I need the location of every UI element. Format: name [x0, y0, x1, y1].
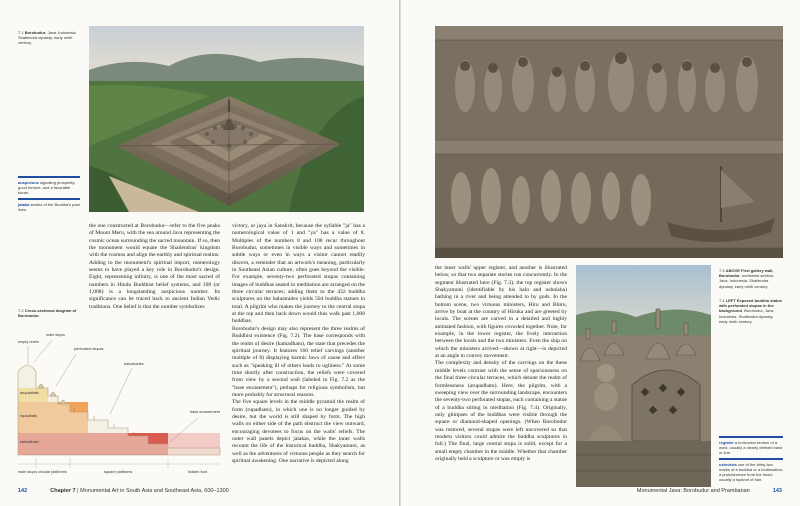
- buddha-stupa-photo: [576, 265, 711, 487]
- figure-caption-text: , Borobudur, Java, Indonesia. Shailendra dynasty, early ninth century.: [719, 308, 775, 324]
- glossary-rule: [719, 436, 783, 438]
- glossary-entry: [18, 180, 80, 195]
- glossary-term: jataka: [18, 202, 30, 207]
- figure-number: 7.2: [18, 308, 24, 313]
- body-column-2: [232, 223, 365, 465]
- glossary-entry: [18, 202, 80, 212]
- label-hidden-foot: hidden foot: [188, 470, 207, 474]
- label-main-stupa-bottom: main stupa: [18, 470, 37, 474]
- glossary-term: register: [719, 440, 734, 445]
- label-empty-realm: empty realm: [18, 340, 39, 344]
- left-page: [0, 0, 399, 506]
- right-footer: [637, 488, 782, 494]
- label-circular-platforms: circular platforms: [38, 470, 67, 474]
- glossary-definition: a horizontal section of a work, usually a clearly defined band or line.: [719, 440, 783, 455]
- cross-section-diagram: [14, 330, 239, 485]
- glossary-definition: signaling prosperity, good fortune, and a favorable future.: [18, 180, 76, 195]
- figure-caption-7-3: [719, 268, 783, 289]
- figure-caption-text: , Java, Indonesia. Shailendra dynasty, early ninth century.: [18, 30, 77, 46]
- glossary-rule: [18, 198, 80, 200]
- label-perforated-stupas: perforated stupas: [74, 347, 104, 351]
- figure-caption-7-2: [18, 308, 80, 318]
- page-number: 142: [18, 488, 28, 494]
- label-rupadhatu: rupadhatu: [20, 414, 38, 418]
- glossary-right: [719, 436, 783, 482]
- running-head: Monumental Java: Borobudur and Prambanan: [636, 488, 750, 494]
- page-number: 143: [772, 488, 782, 494]
- figure-title: Borobudur: [24, 30, 46, 35]
- figure-caption-text: , northwest section, Java, Indonesia. Shailendra dynasty, early ninth century.: [719, 273, 775, 289]
- figure-number: 7.1: [18, 30, 24, 35]
- body-text: the one constructed at Borobudur—refer to the five peaks of Mount Meru, with the sea around Java representing the cosmic ocean surrounding the sacred mountain. If so, then the monument would equate the Shailendras' kingdom with the cosmos and align the earthly and spiritual realms. Adding to the monument's spiritual import, numerology seems to have played a key role in Borobudur's design. Eight, representing infinity, is one of the most sacred of numbers in Hindu Buddhist belief systems, and 108 (or 1,008) is a longstanding auspicious number. Its significance can be traced back to ancient Indian Vedic traditions. One belief is that the number symbolizes: [89, 223, 220, 310]
- body-column-1: [89, 223, 220, 311]
- figure-caption-7-1: [18, 30, 82, 46]
- glossary-left: [18, 176, 80, 212]
- running-head: Monumental Art in South Asia and Southeast Asia, 600–1300: [80, 488, 229, 494]
- borobudur-aerial-photo: [89, 26, 364, 212]
- figure-number: 7.4: [719, 298, 725, 303]
- label-arupadhatu: arupadhatu: [20, 391, 40, 395]
- label-kamadhatu: kamadhatu: [20, 440, 39, 444]
- body-column-3: [435, 265, 567, 463]
- figure-title: ABOVE First gallery wall, Borobudur: [719, 268, 774, 279]
- glossary-rule: [719, 458, 783, 460]
- figure-title: Cross-sectional diagram of Borobudur.: [18, 308, 77, 319]
- body-text: victory, or jaya in Sanskrit, because the syllable "ja" has a numerological value of 1 and "ya" has a value of 8. Multiples of the numbers 8 and 108 recur throughout Borobudur, sometimes in visible ways and sometimes in subtle ways or even in ways a visitor cannot readily discern, a reminder that an artwork's meaning, particularly in Southeast Asian culture, often goes beyond the visible. For example, seventy-two perforated stupas containing images of buddhas seated in meditation are arranged on the three circular terraces; adding them to the 432 buddha sculptures on the balustrades yields 504 buddha statues in total. A pilgrim who makes the journey to the central stupa at the top and then back down would thus walk past 1,008 buddhas. Borobudur's design may also represent the three realms of Buddhist existence (Fig. 7.2). The base corresponds with the realm of desire (kamadhatu), the state that precedes the spiritual journey. It features 160 relief carvings (another multiple of 8) displaying karmic laws of cause and effect such as "speaking ill of others leads to ugliness." At some time shortly after construction, the reliefs were covered from view by a second wall (labeled in Fig. 7.2 as the "base encasement"), perhaps for religious symbolism, but more probably for structural reasons. The five square levels in the middle pyramid the realm of form (rupadhatu), in which one is no longer guided by desire, but the world is still shaped by form. The high walls on either side of the path obstruct the view outward, encouraging devotees to focus on the walls' reliefs. The outer wall panels depict jatakas, while the inner walls recount the life of the historical buddha, Shakyamuni, as well as the adventures of virtuous people as they search for spiritual awakening. One narrative is depicted along: [232, 223, 365, 464]
- relief-gallery-photo: [435, 26, 783, 258]
- figure-number: 7.3: [719, 268, 725, 273]
- glossary-entry: [719, 462, 783, 482]
- label-base-encasement: base encasement: [190, 410, 220, 414]
- glossary-rule: [18, 176, 80, 178]
- label-main-stupa: main stupa: [46, 333, 65, 337]
- glossary-term: ushnisha: [719, 462, 737, 467]
- right-page: [401, 0, 800, 506]
- glossary-definition: stories of the Buddha's past lives.: [18, 202, 80, 212]
- glossary-entry: [719, 440, 783, 455]
- figure-caption-7-4: [719, 298, 783, 324]
- glossary-definition: one of the thirty-two marks of a buddha or a bodhisattva; a protuberance from the head, usually a topknot of hair.: [719, 462, 783, 482]
- glossary-term: auspicious: [18, 180, 39, 185]
- label-balustrades: balustrades: [124, 362, 144, 366]
- figure-title: LEFT Exposed buddha statue with perforated stupas in the background: [719, 298, 782, 314]
- body-text: the inner walls' upper register, and another is illustrated below, so that two separate stories run concurrently. In the segment illustrated here (Fig. 7.3), the top register shows Shakyamuni (identifiable by his halo and ushnisha) bathing in a river and being attended to by gods. In the bottom scene, two virtuous ministers, Hiru and Bhiru, arrive by boat at the country of Hiruka and are greeted by locals. The scenes are carved in a detailed and highly animated fashion, with figures crowded together. Note, for example, in the lower register, the lively interaction between the locals and the two ministers. Even the ship on which the ministers arrived—shown at right—is depicted at an angle to convey movement. The complexity and density of the carvings on the these middle levels contrast with the sense of spaciousness on the final three circular terraces, which denote the realm of formlessness (arupadhatu). Here, the pilgrim, with a sweeping view over the surrounding landscape, encounters the seventy-two perforated stupas, each containing a statue of a buddha sitting in meditation (Fig. 7.4). Originally, only glimpses of the buddhas were visible through the square or diamond-shaped openings. (When Borobudur was restored, several stupas were left uncovered so that modern visitors could admire the buddha sculptures in full.) The final, large central stupa is solid, except for a small empty chamber in the middle. Whether that chamber originally held a sculpture or was empty is: [435, 265, 567, 462]
- left-footer: 142 Chapter 7 | Monumental Art in South Asia and Southeast Asia, 600–1300: [18, 488, 229, 494]
- label-square-platforms: square platforms: [104, 470, 133, 474]
- chapter-label: Chapter 7: [50, 488, 76, 494]
